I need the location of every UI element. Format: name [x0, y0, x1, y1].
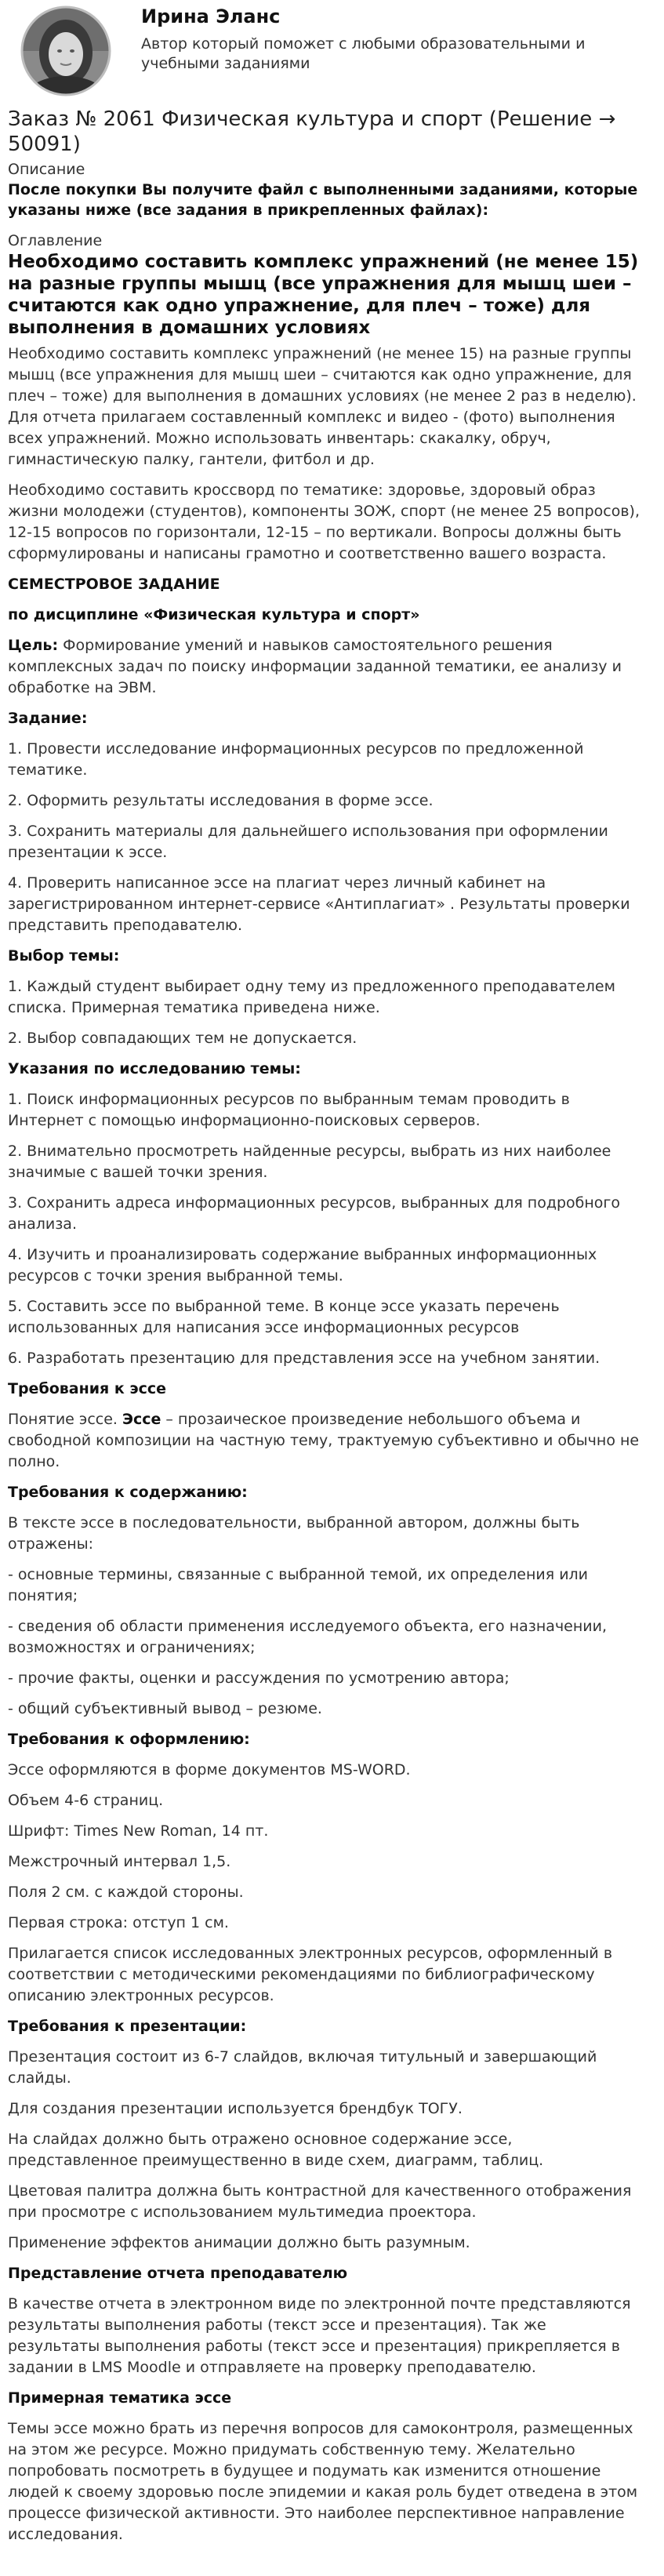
list-item: В тексте эссе в последовательности, выбранной автором, должны быть отражены: [8, 1514, 580, 1553]
list-item: 6. Разработать презентацию для представления эссе на учебном занятии. [8, 1350, 601, 1367]
list-item: - прочие факты, оценки и рассуждения по усмотрению автора; [8, 1669, 510, 1687]
presentation-req-heading: Требования к презентации: [8, 2018, 247, 2035]
research-heading: Указания по исследованию темы: [8, 1060, 301, 1077]
seller-description: Автор который поможет с любыми образовательными и учебными заданиями [141, 35, 586, 72]
list-item: 3. Сохранить материалы для дальнейшего использования при оформлении презентации к эссе. [8, 823, 608, 861]
list-item: - общий субъективный вывод – резюме. [8, 1700, 322, 1717]
essay-def-term: Эссе [122, 1411, 161, 1428]
list-item: 1. Каждый студент выбирает одну тему из предложенного преподавателем списка. Примерная тематика приведена ниже. [8, 978, 615, 1016]
goal-paragraph [8, 635, 640, 699]
list-item: 2. Внимательно просмотреть найденные ресурсы, выбрать из них наиболее значимые с вашей точки зрения. [8, 1143, 611, 1181]
discipline-heading: по дисциплине «Физическая культура и спорт» [8, 606, 420, 623]
goal-text: Формирование умений и навыков самостоятельного решения комплексных задач по поиску информации заданной тематики, ее анализу и обработке на ЭВМ. [8, 637, 622, 696]
essay-req-heading: Требования к эссе [8, 1380, 167, 1397]
seller-card [8, 0, 640, 104]
topics-heading: Примерная тематика эссе [8, 2389, 232, 2407]
paragraph: Необходимо составить комплекс упражнений (не менее 15) на разные группы мышц (все упражнения для мышц шеи – считаются как одно упражнение, для плеч – тоже) для выполнения в домашних условиях (не менее 2 раз в неделю). Для отчета прилагаем составленный комплекс и видео - (фото) выполнения всех упражнений. Можно использовать инвентарь: скакалку, обруч, гимнастическую палку, гантели, фитбол и др. [8, 345, 637, 468]
list-item: Объем 4-6 страниц. [8, 1792, 164, 1809]
list-item: Темы эссе можно брать из перечня вопросов для самоконтроля, размещенных на этом же ресурсе. Можно придумать собственную тему. Желательно попробовать посмотреть в будущее и подумать как изменится отношение людей к своему здоровью после эпидемии и какая роль будет отведена в этом процессе физической активности. Это наиболее перспективное направление исследования. [8, 2420, 638, 2543]
task-heading: Задание: [8, 710, 88, 727]
content-req-heading: Требования к содержанию: [8, 1484, 248, 1501]
seller-info [141, 3, 640, 74]
seller-name[interactable]: Ирина Эланс [141, 5, 281, 27]
toc-heading: Необходимо составить комплекс упражнений (не менее 15) на разные группы мышц (все упражнения для мышц шеи – считаются как одно упражнение, для плеч – тоже) для выполнения в домашних условиях [8, 252, 639, 338]
list-item: 1. Поиск информационных ресурсов по выбранным темам проводить в Интернет с помощью информационно-поисковых серверов. [8, 1091, 570, 1129]
list-item: 4. Изучить и проанализировать содержание выбранных информационных ресурсов с точки зрения выбранной темы. [8, 1246, 597, 1284]
list-item: Презентация состоит из 6-7 слайдов, включая титульный и завершающий слайды. [8, 2048, 597, 2087]
essay-def-pre: Понятие эссе. [8, 1411, 122, 1428]
topic-choice-heading: Выбор темы: [8, 947, 120, 965]
list-item: 4. Проверить написанное эссе на плагиат через личный кабинет на зарегистрированном интернет-сервисе «Антиплагиат» . Результаты проверки представить преподавателю. [8, 874, 630, 934]
list-item: Применение эффектов анимации должно быть разумным. [8, 2234, 470, 2251]
list-item: Первая строка: отступ 1 см. [8, 1914, 229, 1931]
essay-definition [8, 1409, 640, 1473]
list-item: 2. Выбор совпадающих тем не допускается. [8, 1030, 357, 1047]
list-item: Эссе оформляются в форме документов MS-WORD. [8, 1761, 411, 1778]
essay-def-post: – прозаическое произведение небольшого объема и свободной композиции на частную тему, трактуемую субъективно и обычно не полно. [8, 1411, 640, 1470]
order-title: Заказ № 2061 Физическая культура и спорт (Решение → 50091) [8, 107, 616, 156]
list-item: Для создания презентации используется брендбук ТОГУ. [8, 2100, 463, 2117]
list-item: - сведения об области применения исследуемого объекта, его назначении, возможностях и ограничениях; [8, 1618, 608, 1656]
avatar[interactable] [8, 3, 124, 99]
goal-label: Цель: [8, 637, 59, 654]
list-item: Межстрочный интервал 1,5. [8, 1853, 231, 1870]
list-item: 3. Сохранить адреса информационных ресурсов, выбранных для подробного анализа. [8, 1194, 621, 1233]
list-item: 2. Оформить результаты исследования в форме эссе. [8, 792, 434, 809]
list-item: Цветовая палитра должна быть контрастной для качественного отображения при просмотре с использованием мультимедиа проектора. [8, 2182, 632, 2221]
paragraph: Необходимо составить кроссворд по тематике: здоровье, здоровый образ жизни молодежи (студентов), компоненты ЗОЖ, спорт (не менее 25 вопросов), 12-15 вопросов по горизонтали, 12-15 – по вертикали. Вопросы должны быть сформулированы и написаны грамотно и соответственно вашего возраста. [8, 481, 640, 562]
report-heading: Представление отчета преподавателю [8, 2265, 348, 2282]
list-item: 1. Провести исследование информационных ресурсов по предложенной тематике. [8, 740, 584, 779]
toc-label: Оглавление [8, 232, 103, 249]
avatar-image [15, 4, 117, 98]
list-item: На слайдах должно быть отражено основное содержание эссе, представленное преимущественно в виде схем, диаграмм, таблиц. [8, 2131, 544, 2169]
list-item: 5. Составить эссе по выбранной теме. В конце эссе указать перечень использованных для написания эссе информационных ресурсов [8, 1298, 560, 1336]
description-note: После покупки Вы получите файл с выполненными заданиями, которые указаны ниже (все задания в прикрепленных файлах): [8, 181, 638, 219]
list-item: Поля 2 см. с каждой стороны. [8, 1884, 244, 1901]
format-req-heading: Требования к оформлению: [8, 1731, 250, 1748]
semester-heading: СЕМЕСТРОВОЕ ЗАДАНИЕ [8, 576, 220, 593]
description-label: Описание [8, 161, 85, 178]
list-item: В качестве отчета в электронном виде по электронной почте представляются результаты выполнения работы (текст эссе и презентация). Так же результаты выполнения работы (текст эссе и презентация) прикрепляется в задании в LMS Moodle и отправляете на проверку преподавателю. [8, 2295, 631, 2376]
list-item: Прилагается список исследованных электронных ресурсов, оформленный в соответствии с методическими рекомендациями по библиографическому описанию электронных ресурсов. [8, 1945, 613, 2004]
list-item: Шрифт: Times New Roman, 14 пт. [8, 1822, 269, 1840]
list-item: - основные термины, связанные с выбранной темой, их определения или понятия; [8, 1566, 589, 1604]
